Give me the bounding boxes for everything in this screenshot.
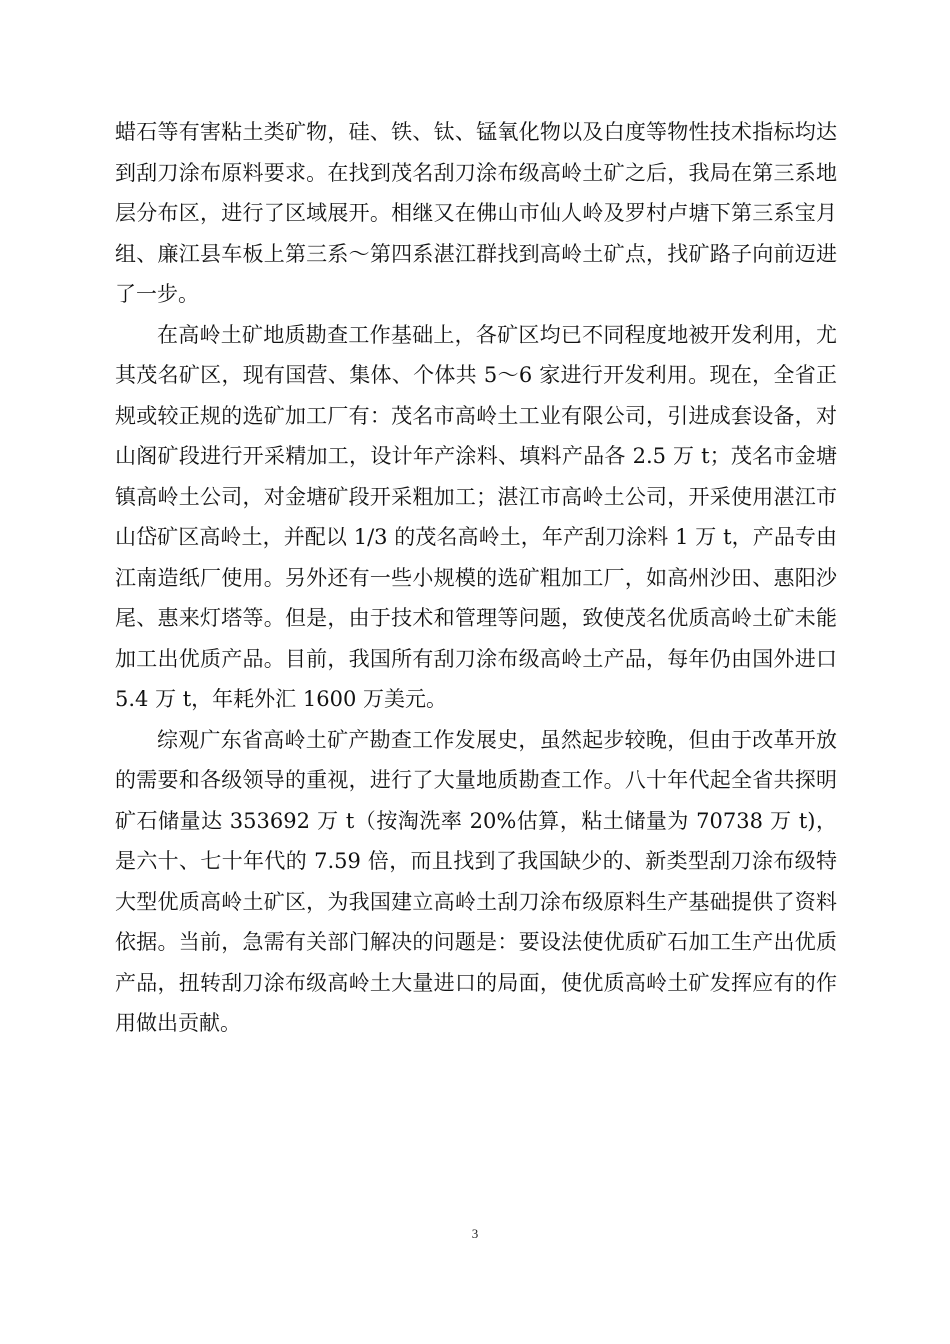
document-body [115, 112, 837, 1044]
paragraph-continued: 蜡石等有害粘土类矿物，硅、铁、钛、锰氧化物以及白度等物性技术指标均达到刮刀涂布原料要求。在找到茂名刮刀涂布级高岭土矿之后，我局在第三系地层分布区，进行了区域展开。相继又在佛山市仙人岭及罗村卢塘下第三系宝月组、廉江县车板上第三系～第四系湛江群找到高岭土矿点，找矿路子向前迈进了一步。 [115, 120, 837, 306]
paragraph-summary: 综观广东省高岭土矿产勘查工作发展史，虽然起步较晚，但由于改革开放的需要和各级领导的重视，进行了大量地质勘查工作。八十年代起全省共探明矿石储量达 353692 万 t（按淘洗率 20%估算，粘土储量为 70738 万 t)，是六十、七十年代的 7.59 倍，而且找到了我国缺少的、新类型刮刀涂布级特大型优质高岭土矿区，为我国建立高岭土刮刀涂布级原料生产基础提供了资料依据。当前，急需有关部门解决的问题是：要设法使优质矿石加工生产出优质产品，扭转刮刀涂布级高岭土大量进口的局面，使优质高岭土矿发挥应有的作用做出贡献。 [115, 727, 837, 1035]
paragraph-development: 在高岭土矿地质勘查工作基础上，各矿区均已不同程度地被开发利用，尤其茂名矿区，现有国营、集体、个体共 5～6 家进行开发利用。现在，全省正规或较正规的选矿加工厂有：茂名市高岭土工业有限公司，引进成套设备，对山阁矿段进行开采精加工，设计年产涂料、填料产品各 2.5 万 t；茂名市金塘镇高岭土公司，对金塘矿段开采粗加工；湛江市高岭土公司，开采使用湛江市山岱矿区高岭土，并配以 1/3 的茂名高岭土，年产刮刀涂料 1 万 t，产品专由江南造纸厂使用。另外还有一些小规模的选矿粗加工厂，如高州沙田、惠阳沙尾、惠来灯塔等。但是，由于技术和管理等问题，致使茂名优质高岭土矿未能加工出优质产品。目前，我国所有刮刀涂布级高岭土产品，每年仍由国外进口 5.4 万 t，年耗外汇 1600 万美元。 [115, 322, 837, 711]
page-number: 3 [471, 1226, 479, 1241]
